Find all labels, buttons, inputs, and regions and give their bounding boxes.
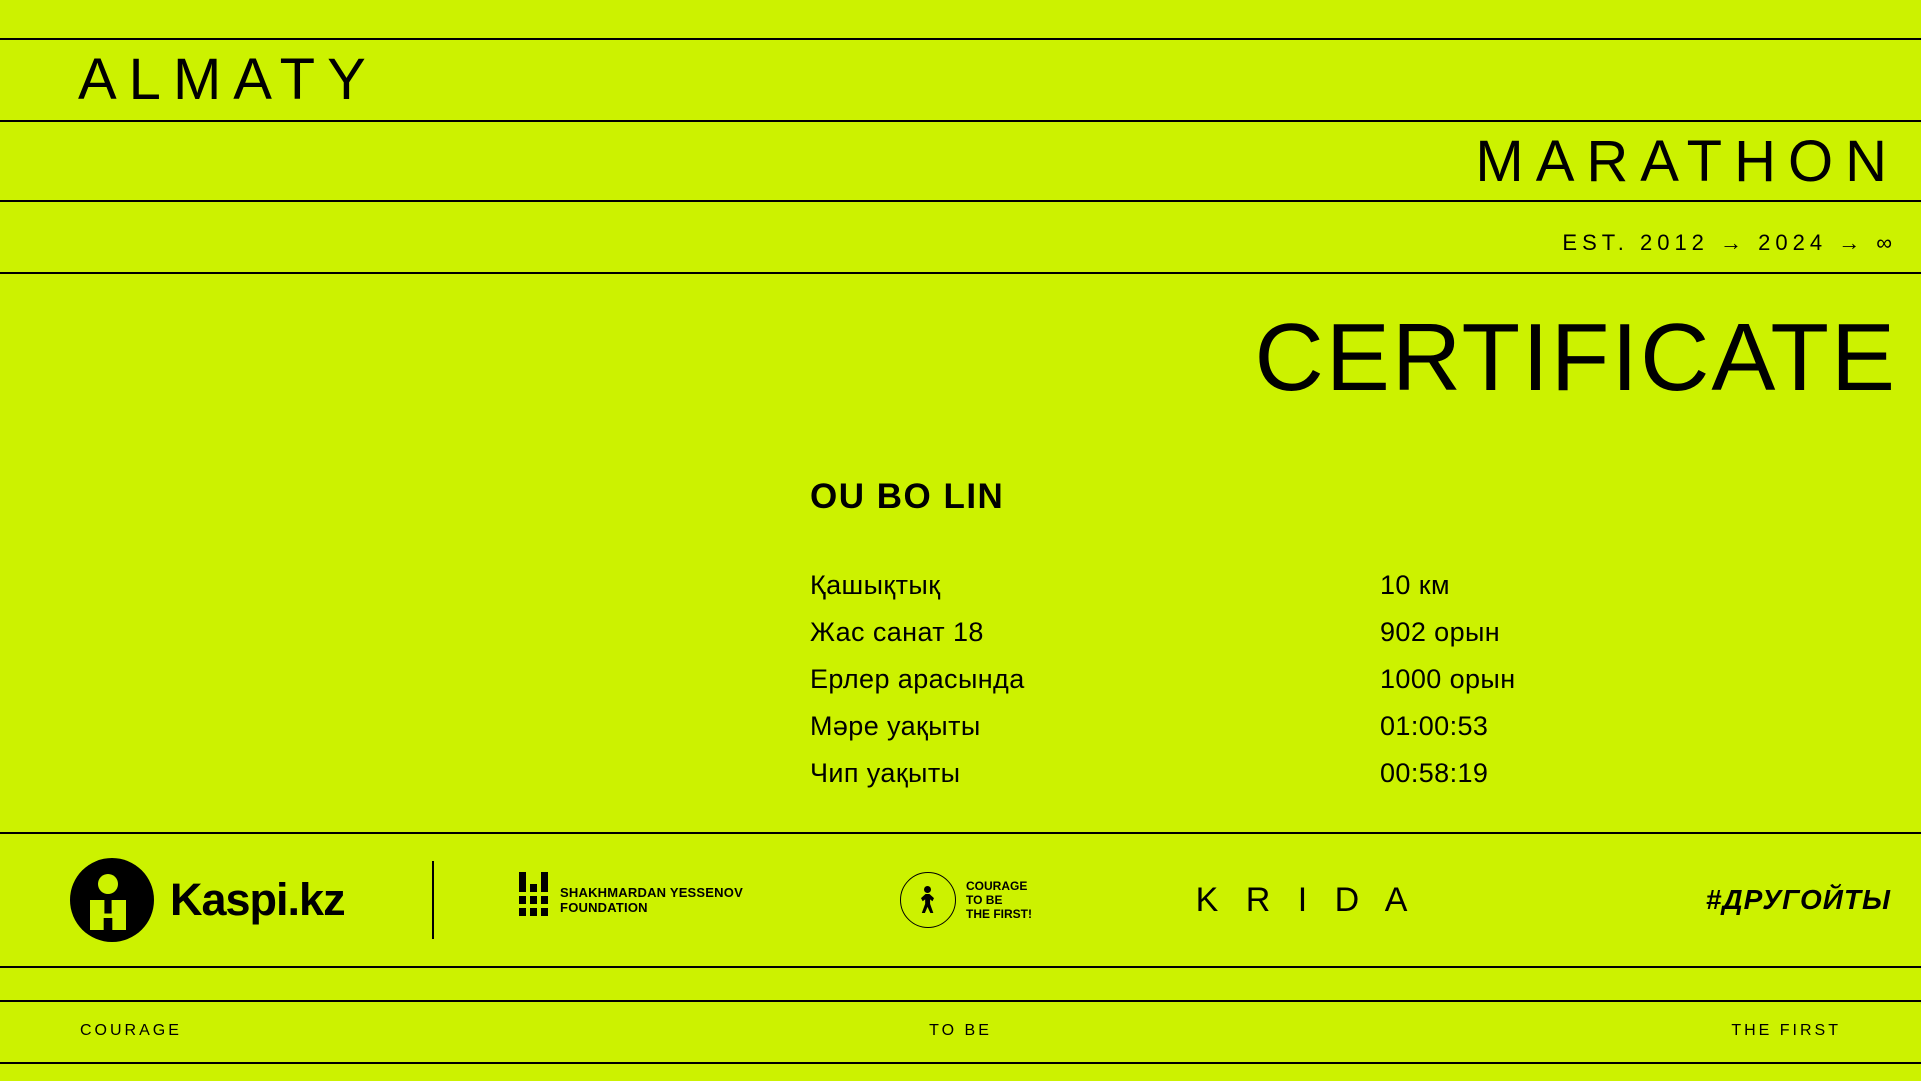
corporate-fund-logo-icon [900, 872, 956, 928]
sponsor-drugoity-hashtag: #ДРУГОЙТЫ [1705, 884, 1891, 915]
sponsor-krida: K R I D A [1195, 880, 1417, 919]
brand-marathon: MARATHON [1475, 129, 1899, 194]
corporate-line-1: COURAGE [966, 879, 1028, 893]
footer-slogan [0, 1022, 1921, 1040]
sponsor-kaspi [0, 858, 400, 942]
kaspi-logo-icon [70, 858, 154, 942]
table-row [810, 758, 1750, 789]
footer-slogan-right: THE FIRST [1731, 1022, 1841, 1039]
divider-line [0, 1000, 1921, 1002]
runner-name: OU BO LIN [810, 477, 1005, 516]
footer-slogan-middle: TO BE [929, 1022, 992, 1039]
running-figure-icon [917, 886, 939, 914]
kaspi-wordmark: Kaspi.kz [170, 874, 345, 925]
result-value: 902 орын [1380, 617, 1501, 647]
divider-line [0, 38, 1921, 40]
footer-slogan-left: COURAGE [80, 1022, 182, 1039]
divider-line [0, 200, 1921, 202]
result-label: Ерлер арасында [810, 664, 1025, 694]
established-line: EST. 2012 → 2024 → ∞ [1562, 230, 1897, 255]
result-label: Қашықтық [810, 570, 941, 600]
divider-line [0, 120, 1921, 122]
divider-line [0, 966, 1921, 968]
result-value: 1000 орын [1380, 664, 1516, 694]
divider-line [0, 1062, 1921, 1064]
table-row [810, 664, 1750, 695]
result-label: Жас санат 18 [810, 617, 984, 647]
table-row [810, 617, 1750, 648]
sponsor-yessenov-foundation [466, 884, 796, 916]
brand-almaty: ALMATY [78, 47, 378, 112]
corporate-line-3: THE FIRST! [966, 907, 1032, 921]
corporate-fund-wordmark [966, 879, 1032, 921]
yessenov-logo-icon [519, 884, 548, 916]
result-value: 01:00:53 [1380, 711, 1489, 741]
table-row [810, 570, 1750, 601]
yessenov-line-1: SHAKHMARDAN YESSENOV [560, 885, 743, 900]
corporate-line-2: TO BE [966, 893, 1003, 907]
sponsor-strip [0, 834, 1921, 966]
page-title: CERTIFICATE [1254, 304, 1897, 411]
table-row [810, 711, 1750, 742]
result-value: 10 км [1380, 570, 1450, 600]
result-label: Мәре уақыты [810, 711, 981, 741]
yessenov-line-2: FOUNDATION [560, 900, 648, 915]
result-label: Чип уақыты [810, 758, 961, 788]
sponsor-divider [432, 861, 434, 939]
divider-line [0, 272, 1921, 274]
yessenov-wordmark [560, 885, 743, 915]
sponsor-corporate-fund [796, 872, 1136, 928]
result-value: 00:58:19 [1380, 758, 1489, 788]
results-table [810, 570, 1750, 805]
